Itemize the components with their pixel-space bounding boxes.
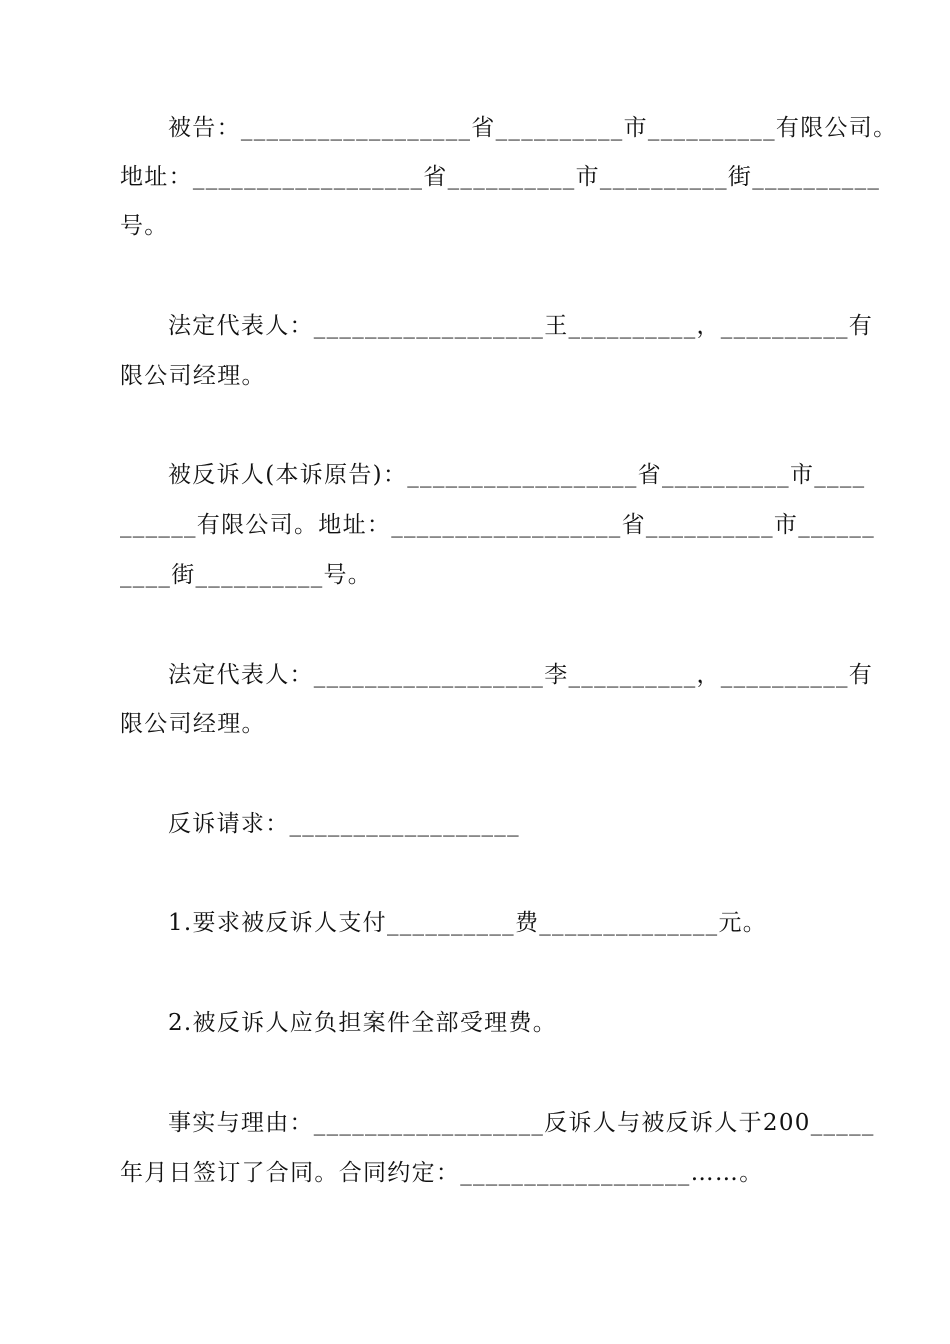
counter-respondent-address-end: ____街__________号。: [120, 562, 373, 588]
request-item-1: 1.要求被反诉人支付__________费______________元。: [168, 910, 768, 936]
defendant-address-line: 地址：__________________省__________市__________街__________: [120, 164, 881, 190]
facts-and-reasons-line: 事实与理由：__________________反诉人与被反诉人于200_____: [168, 1110, 875, 1136]
defendant-address-end: 号。: [120, 213, 169, 239]
counterclaim-requests-heading: 反诉请求：__________________: [168, 811, 520, 837]
request-item-2: 2.被反诉人应负担案件全部受理费。: [168, 1010, 558, 1036]
defendant-line: 被告：__________________省__________市__________有限公司。: [168, 115, 898, 141]
respondent-representative-end: 限公司经理。: [120, 711, 266, 737]
facts-and-reasons-end: 年月日签订了合同。合同约定：__________________……。: [120, 1160, 764, 1186]
defendant-representative-line: 法定代表人：__________________王__________，__________有: [168, 313, 874, 339]
counter-respondent-line: 被反诉人(本诉原告)：__________________省__________市____: [168, 462, 866, 488]
respondent-representative-line: 法定代表人：__________________李__________，__________有: [168, 662, 874, 688]
counter-respondent-address-line: ______有限公司。地址：__________________省__________市______: [120, 512, 875, 538]
defendant-representative-end: 限公司经理。: [120, 363, 266, 389]
